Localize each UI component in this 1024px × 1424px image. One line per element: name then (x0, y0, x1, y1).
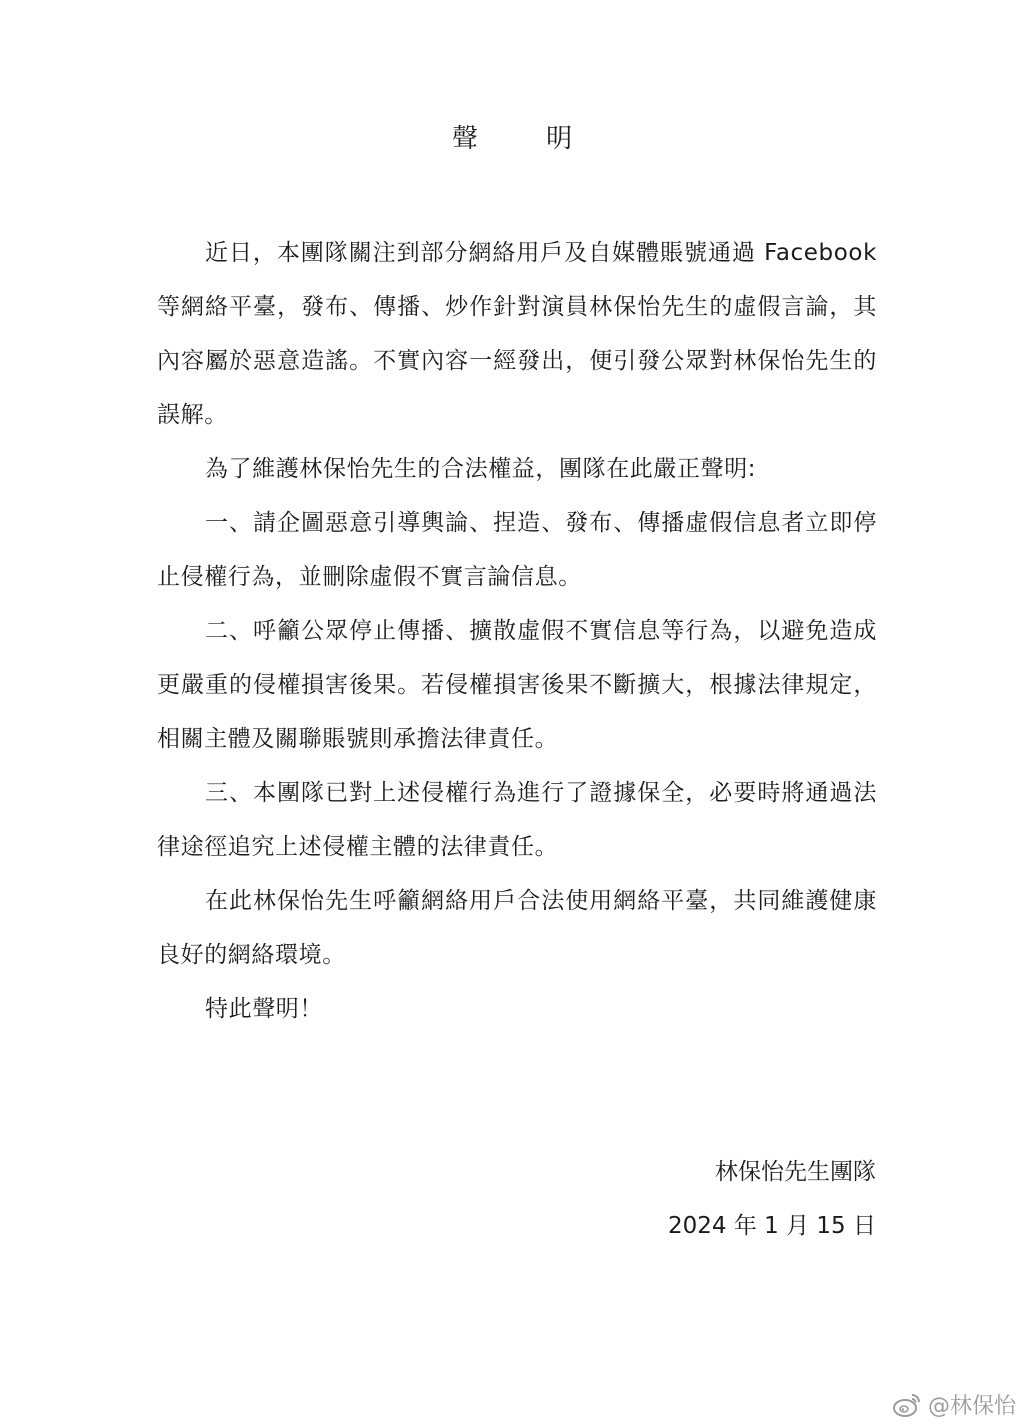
paragraph-declaration: 為了維護林保怡先生的合法權益，團隊在此嚴正聲明: (205, 456, 757, 482)
paragraph-closing: 特此聲明！ (205, 996, 323, 1022)
watermark-text: @林保怡 (927, 1394, 1016, 1419)
paragraph-point-one: 一、請企圖惡意引導輿論、捏造、發布、傳播虛假信息者立即停止侵權行為，並刪除虛假不實言論信息。 (157, 510, 877, 590)
signature-name: 林保怡先生團隊 (715, 1159, 876, 1185)
paragraph-appeal: 在此林保怡先生呼籲網絡用戶合法使用網絡平臺，共同維護健康良好的網絡環境。 (157, 888, 877, 968)
weibo-icon (892, 1392, 922, 1418)
signature-block (668, 1145, 876, 1253)
statement-body (157, 226, 877, 1036)
paragraph-point-three: 三、本團隊已對上述侵權行為進行了證據保全，必要時將通過法律途徑追究上述侵權主體的法律責任。 (157, 780, 877, 860)
signature-date: 2024 年 1 月 15 日 (668, 1213, 876, 1239)
paragraph-intro: 近日，本團隊關注到部分網絡用戶及自媒體賬號通過 Facebook 等網絡平臺，發布、傳播、炒作針對演員林保怡先生的虛假言論，其內容屬於惡意造謠。不實內容一經發出，便引發公眾對林保怡先生的誤解。 (157, 240, 877, 428)
document-title: 聲 明 (451, 124, 603, 154)
paragraph-point-two: 二、呼籲公眾停止傳播、擴散虛假不實信息等行為，以避免造成更嚴重的侵權損害後果。若侵權損害後果不斷擴大，根據法律規定，相關主體及關聯賬號則承擔法律責任。 (157, 618, 877, 752)
weibo-watermark (892, 1389, 1016, 1420)
